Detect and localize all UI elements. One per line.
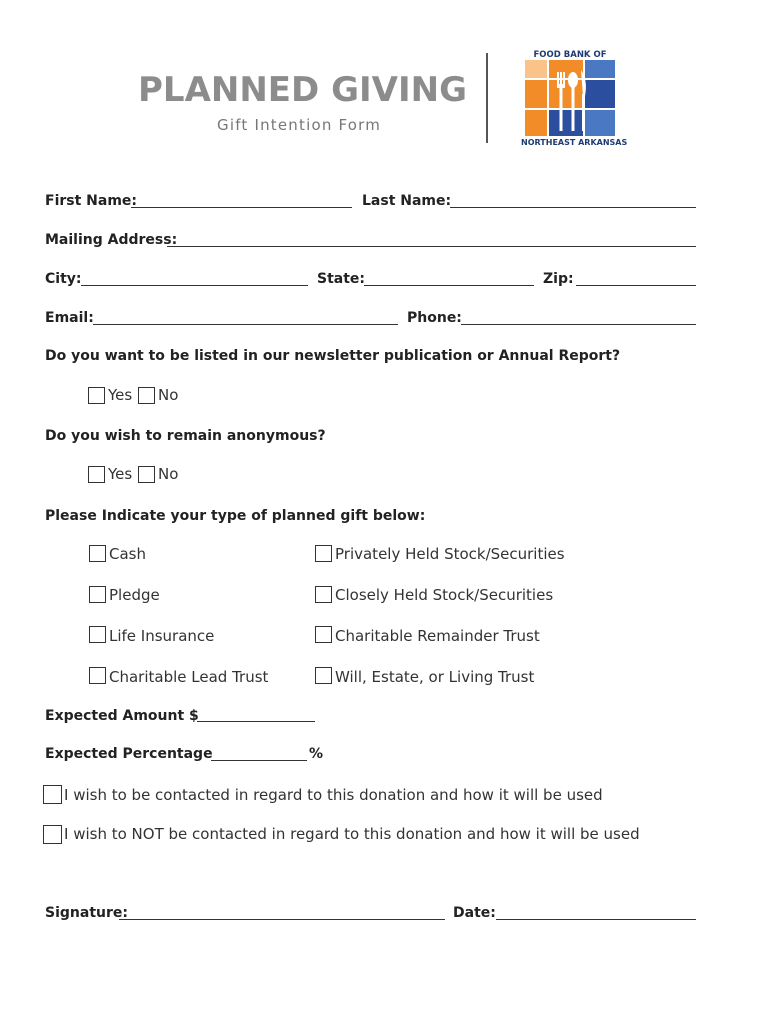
gift-will-estate-checkbox[interactable] <box>315 667 332 684</box>
gift-remainder-trust-checkbox[interactable] <box>315 626 332 643</box>
first-name-field[interactable] <box>131 207 352 208</box>
state-label: State: <box>317 271 366 287</box>
signature-label: Signature: <box>45 905 128 921</box>
newsletter-yes-checkbox[interactable] <box>88 387 105 404</box>
gift-private-stock-label: Privately Held Stock/Securities <box>335 545 565 563</box>
newsletter-question: Do you want to be listed in our newsletter publication or Annual Report? <box>45 348 621 364</box>
header-divider <box>486 53 488 143</box>
gift-lead-trust-label: Charitable Lead Trust <box>109 668 269 686</box>
gift-closely-stock-label: Closely Held Stock/Securities <box>335 586 554 604</box>
form-subtitle: Gift Intention Form <box>217 116 382 134</box>
fork-spoon-knife-icon <box>521 50 628 150</box>
expected-amount-field[interactable] <box>197 721 315 722</box>
logo-bottom-text: NORTHEAST ARKANSAS <box>521 138 628 147</box>
gift-pledge-checkbox[interactable] <box>89 586 106 603</box>
last-name-label: Last Name: <box>362 193 452 209</box>
mailing-address-label: Mailing Address: <box>45 232 178 248</box>
signature-field[interactable] <box>119 919 445 920</box>
last-name-field[interactable] <box>450 207 696 208</box>
anonymous-no-checkbox[interactable] <box>138 466 155 483</box>
date-field[interactable] <box>496 919 696 920</box>
newsletter-yes-label: Yes <box>108 386 133 404</box>
gift-closely-stock-checkbox[interactable] <box>315 586 332 603</box>
newsletter-no-checkbox[interactable] <box>138 387 155 404</box>
zip-field[interactable] <box>576 285 696 286</box>
date-label: Date: <box>453 905 496 921</box>
gift-life-insurance-checkbox[interactable] <box>89 626 106 643</box>
gift-remainder-trust-label: Charitable Remainder Trust <box>335 627 540 645</box>
anonymous-yes-label: Yes <box>108 465 133 483</box>
anonymous-yes-checkbox[interactable] <box>88 466 105 483</box>
first-name-label: First Name: <box>45 193 138 209</box>
email-label: Email: <box>45 310 94 326</box>
gift-cash-checkbox[interactable] <box>89 545 106 562</box>
gift-lead-trust-checkbox[interactable] <box>89 667 106 684</box>
gift-type-question: Please Indicate your type of planned gift below: <box>45 508 426 524</box>
city-label: City: <box>45 271 82 287</box>
mailing-address-field[interactable] <box>167 246 696 247</box>
form-title: PLANNED GIVING <box>138 70 467 110</box>
gift-will-estate-label: Will, Estate, or Living Trust <box>335 668 535 686</box>
zip-label: Zip: <box>543 271 574 287</box>
food-bank-logo <box>521 50 628 150</box>
gift-pledge-label: Pledge <box>109 586 160 604</box>
anonymous-question: Do you wish to remain anonymous? <box>45 428 326 444</box>
expected-percentage-field[interactable] <box>211 760 307 761</box>
contact-yes-checkbox[interactable] <box>43 785 62 804</box>
expected-percentage-label: Expected Percentage <box>45 746 213 762</box>
city-field[interactable] <box>81 285 308 286</box>
percent-sign: % <box>309 746 324 762</box>
newsletter-no-label: No <box>158 386 179 404</box>
email-field[interactable] <box>93 324 398 325</box>
gift-private-stock-checkbox[interactable] <box>315 545 332 562</box>
phone-field[interactable] <box>461 324 696 325</box>
phone-label: Phone: <box>407 310 462 326</box>
expected-amount-label: Expected Amount $ <box>45 708 199 724</box>
logo-top-text: FOOD BANK OF <box>533 50 607 60</box>
contact-no-label: I wish to NOT be contacted in regard to this donation and how it will be used <box>64 825 640 843</box>
anonymous-no-label: No <box>158 465 179 483</box>
state-field[interactable] <box>364 285 534 286</box>
contact-no-checkbox[interactable] <box>43 825 62 844</box>
gift-cash-label: Cash <box>109 545 146 563</box>
contact-yes-label: I wish to be contacted in regard to this donation and how it will be used <box>64 786 603 804</box>
gift-life-insurance-label: Life Insurance <box>109 627 215 645</box>
